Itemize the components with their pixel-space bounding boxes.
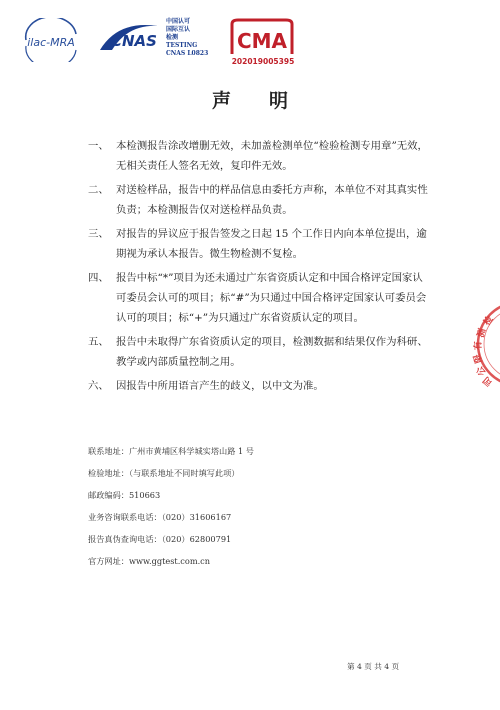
- statement-number: 二、: [88, 184, 109, 196]
- statement-item: [88, 376, 428, 396]
- statement-item: [88, 224, 428, 264]
- cnas-line: 检测: [166, 34, 179, 41]
- statement-item: [88, 332, 428, 372]
- postcode: 邮政编码：510663: [88, 490, 161, 500]
- statement-number: 五、: [88, 336, 109, 348]
- statement-number: 四、: [88, 272, 109, 284]
- cnas-logo-text: CNAS: [111, 32, 157, 50]
- cnas-line: 国际互认: [166, 26, 191, 33]
- svg-text:有: 有: [473, 340, 484, 351]
- statement-list: [88, 136, 428, 400]
- accreditation-logos: [20, 14, 320, 64]
- statement-number: 三、: [88, 228, 109, 240]
- ilac-mra-logo: [20, 18, 82, 62]
- page-title: 声明: [211, 90, 326, 112]
- business-phone: 业务咨询联系电话：（020）31606167: [88, 512, 232, 522]
- statement-text: 对送检样品，报告中的样品信息由委托方声称，本单位不对其真实性负责；本检测报告仅对送检样品负责。: [116, 184, 428, 216]
- statement-text: 报告中标“*”项目为还未通过广东省资质认定和中国合格评定国家认可委员会认可的项目；标“#”为只通过中国合格评定国家认可委员会认可的项目；标“+”为只通过广东省资质认定的项目。: [116, 272, 427, 324]
- cma-logo: [222, 18, 304, 68]
- ilac-logo-text: ilac-MRA: [27, 36, 75, 49]
- svg-text:限: 限: [472, 352, 485, 365]
- statement-text: 报告中未取得广东省资质认定的项目，检测数据和结果仅作为科研、教学或内部质量控制之用。: [116, 336, 428, 368]
- cnas-line: TESTING: [166, 42, 198, 49]
- cnas-line: CNAS L0823: [166, 50, 209, 57]
- svg-text:司: 司: [481, 373, 495, 388]
- statement-item: [88, 136, 428, 176]
- statement-item: [88, 268, 428, 328]
- page-number: 第 4 页 共 4 页: [347, 662, 400, 671]
- statement-text: 对报告的异议应于报告签发之日起 15 个工作日内向本单位提出，逾期视为承认本报告。微生物检测不复检。: [116, 228, 427, 260]
- website-link[interactable]: 官方网址：www.ggtest.com.cn: [88, 556, 211, 566]
- statement-text: 因报告中所用语言产生的歧义，以中文为准。: [116, 380, 324, 392]
- contact-info: [88, 440, 418, 572]
- statement-item: [88, 180, 428, 220]
- contact-address: 联系地址：广州市黄埔区科学城实塔山路 1 号: [88, 446, 254, 456]
- test-address: 检验地址：（与联系地址不同时填写此项）: [88, 468, 240, 478]
- svg-text:测: 测: [476, 327, 489, 339]
- cnas-logo: [98, 20, 166, 58]
- statement-text: 本检测报告涂改增删无效，未加盖检测单位“检验检测专用章”无效，无相关责任人签名无效，复印件无效。: [116, 140, 428, 172]
- svg-text:公: 公: [475, 363, 489, 378]
- statement-number: 一、: [88, 140, 109, 152]
- svg-text:检: 检: [482, 314, 496, 328]
- statement-number: 六、: [88, 380, 109, 392]
- cnas-line: 中国认可: [166, 18, 191, 25]
- verification-phone: 报告真伪查询电话：（020）62800791: [88, 534, 232, 544]
- cnas-accreditation-text: [166, 18, 220, 58]
- partial-seal-stamp: [472, 296, 500, 392]
- cma-certificate-number: 202019005395: [231, 57, 295, 66]
- cma-logo-text: CMA: [236, 29, 288, 53]
